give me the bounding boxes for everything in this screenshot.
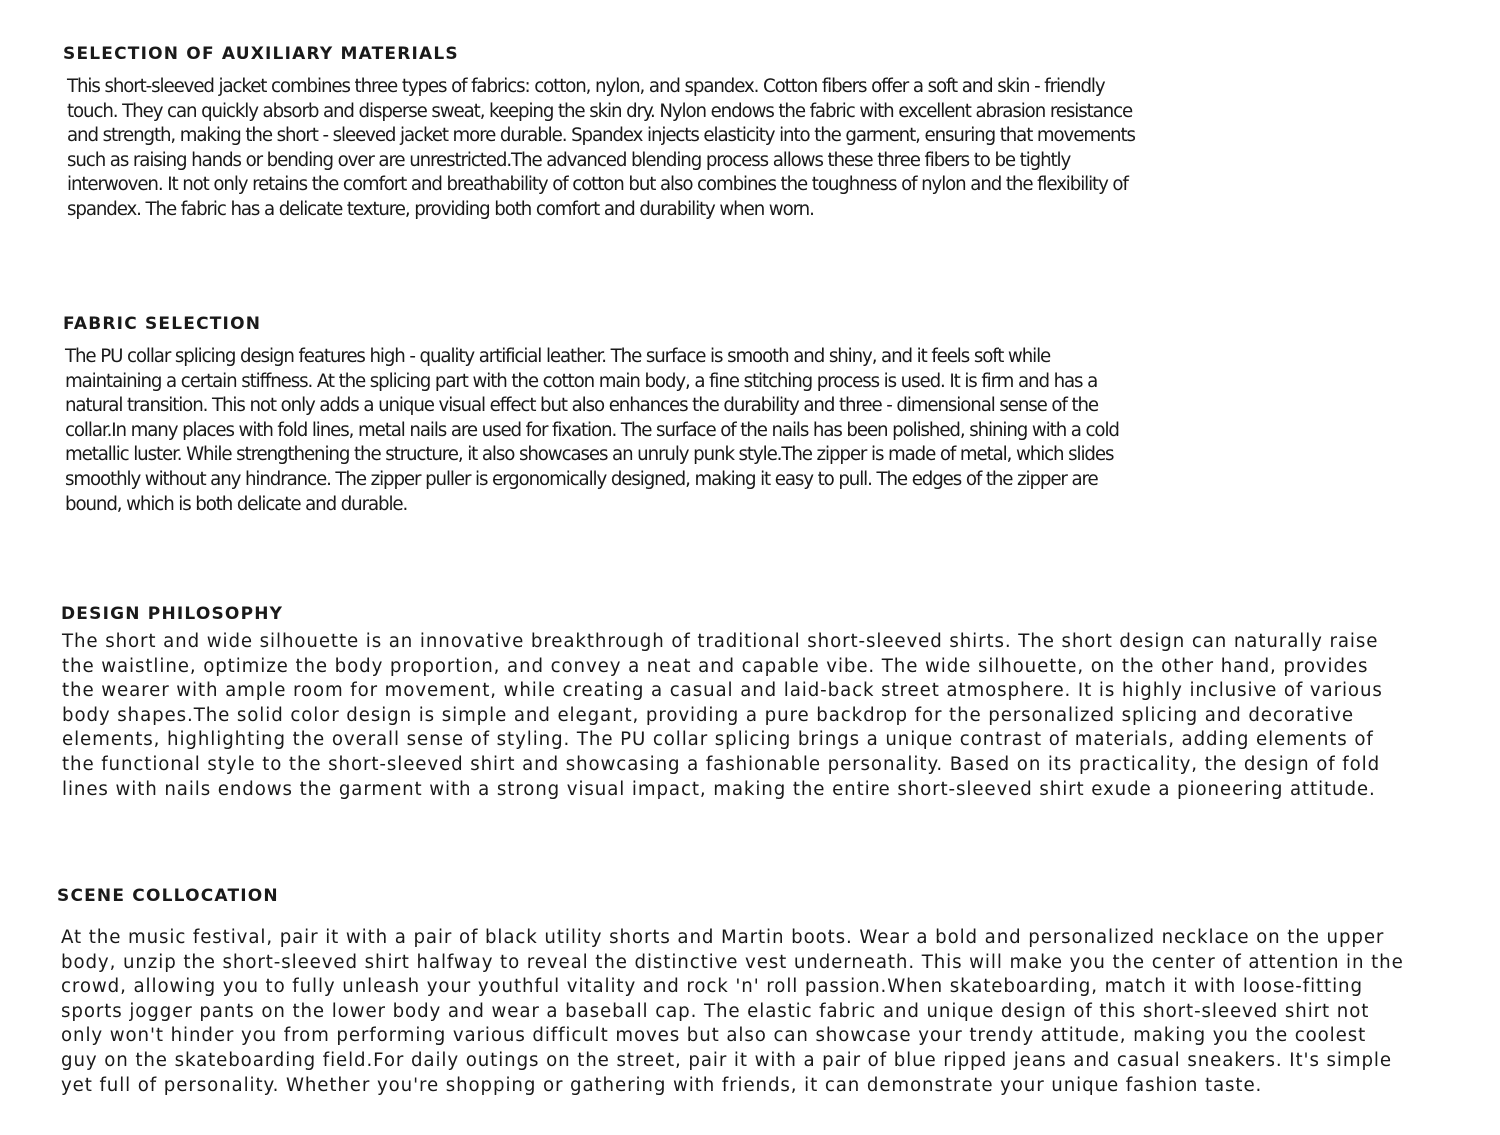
section-heading: DESIGN PHILOSOPHY — [61, 604, 284, 624]
body-line: spandex. The fabric has a delicate texture, providing both comfort and durability when worn. — [67, 198, 814, 220]
body-line: such as raising hands or bending over are unrestricted.The advanced blending process allows these three fibers to be tightly — [67, 149, 1071, 171]
section-heading: SCENE COLLOCATION — [57, 886, 279, 906]
body-line: smoothly without any hindrance. The zipper puller is ergonomically designed, making it easy to pull. The edges of the zipper are — [65, 468, 1098, 490]
body-line: yet full of personality. Whether you're shopping or gathering with friends, it can demonstrate your unique fashion taste. — [61, 1074, 1263, 1096]
body-line: and strength, making the short - sleeved jacket more durable. Spandex injects elasticity into the garment, ensuring that movements — [67, 125, 1135, 147]
body-line: This short-sleeved jacket combines three types of fabrics: cotton, nylon, and spandex. Cotton fibers offer a soft and skin - friendly — [67, 76, 1105, 97]
body-line: the waistline, optimize the body proportion, and convey a neat and capable vibe. The wide silhouette, on the other hand, provides — [62, 655, 1369, 677]
section-heading: SELECTION OF AUXILIARY MATERIALS — [63, 44, 459, 64]
body-line: lines with nails endows the garment with a strong visual impact, making the entire short-sleeved shirt exude a pioneering attitude. — [62, 778, 1376, 800]
body-line: At the music festival, pair it with a pair of black utility shorts and Martin boots. Wear a bold and personalized necklace on the upper — [61, 927, 1385, 948]
body-line: natural transition. This not only adds a unique visual effect but also enhances the durability and three - dimensional sense of the — [65, 395, 1098, 417]
body-line: elements, highlighting the overall sense of styling. The PU collar splicing brings a unique contrast of materials, adding elements of — [62, 729, 1374, 751]
body-line: guy on the skateboarding field.For daily outings on the street, pair it with a pair of blue ripped jeans and casual sneakers. It's simple — [61, 1049, 1392, 1071]
body-line: only won't hinder you from performing various difficult moves but also can showcase your trendy attitude, making you the coolest — [61, 1025, 1367, 1047]
section-body — [61, 926, 1491, 1098]
body-line: bound, which is both delicate and durable. — [65, 493, 408, 515]
body-line: body shapes.The solid color design is simple and elegant, providing a pure backdrop for the personalized splicing and decorative — [62, 704, 1354, 726]
body-line: interwoven. It not only retains the comfort and breathability of cotton but also combines the toughness of nylon and the flexibility of — [67, 174, 1128, 196]
body-line: The short and wide silhouette is an innovative breakthrough of traditional short-sleeved shirts. The short design can naturally raise — [62, 631, 1379, 652]
body-line: the functional style to the short-sleeved shirt and showcasing a fashionable personality. Based on its practicality, the design of fold — [62, 753, 1381, 775]
body-line: metallic luster. While strengthening the structure, it also showcases an unruly punk style.The zipper is made of metal, which slides — [65, 444, 1114, 466]
body-line: The PU collar splicing design features high - quality artificial leather. The surface is smooth and shiny, and it feels soft while — [65, 346, 1051, 367]
section-body — [62, 630, 1492, 802]
body-line: collar.In many places with fold lines, metal nails are used for fixation. The surface of the nails has been polished, shining with a cold — [65, 419, 1119, 441]
body-line: body, unzip the short-sleeved shirt halfway to reveal the distinctive vest underneath. This will make you the center of attention in the — [61, 951, 1404, 973]
body-line: the wearer with ample room for movement, while creating a casual and laid-back street atmosphere. It is highly inclusive of various — [62, 680, 1383, 702]
section-body — [65, 345, 1495, 517]
body-line: sports jogger pants on the lower body and wear a baseball cap. The elastic fabric and unique design of this short-sleeved shirt not — [61, 1000, 1370, 1022]
section-heading: FABRIC SELECTION — [63, 314, 262, 334]
body-line: crowd, allowing you to fully unleash your youthful vitality and rock 'n' roll passion.When skateboarding, match it with loose-fitting — [61, 976, 1363, 998]
section-body — [67, 75, 1497, 223]
body-line: maintaining a certain stiffness. At the splicing part with the cotton main body, a fine stitching process is used. It is firm and has a — [65, 370, 1098, 392]
body-line: touch. They can quickly absorb and disperse sweat, keeping the skin dry. Nylon endows the fabric with excellent abrasion resistance — [67, 100, 1133, 122]
